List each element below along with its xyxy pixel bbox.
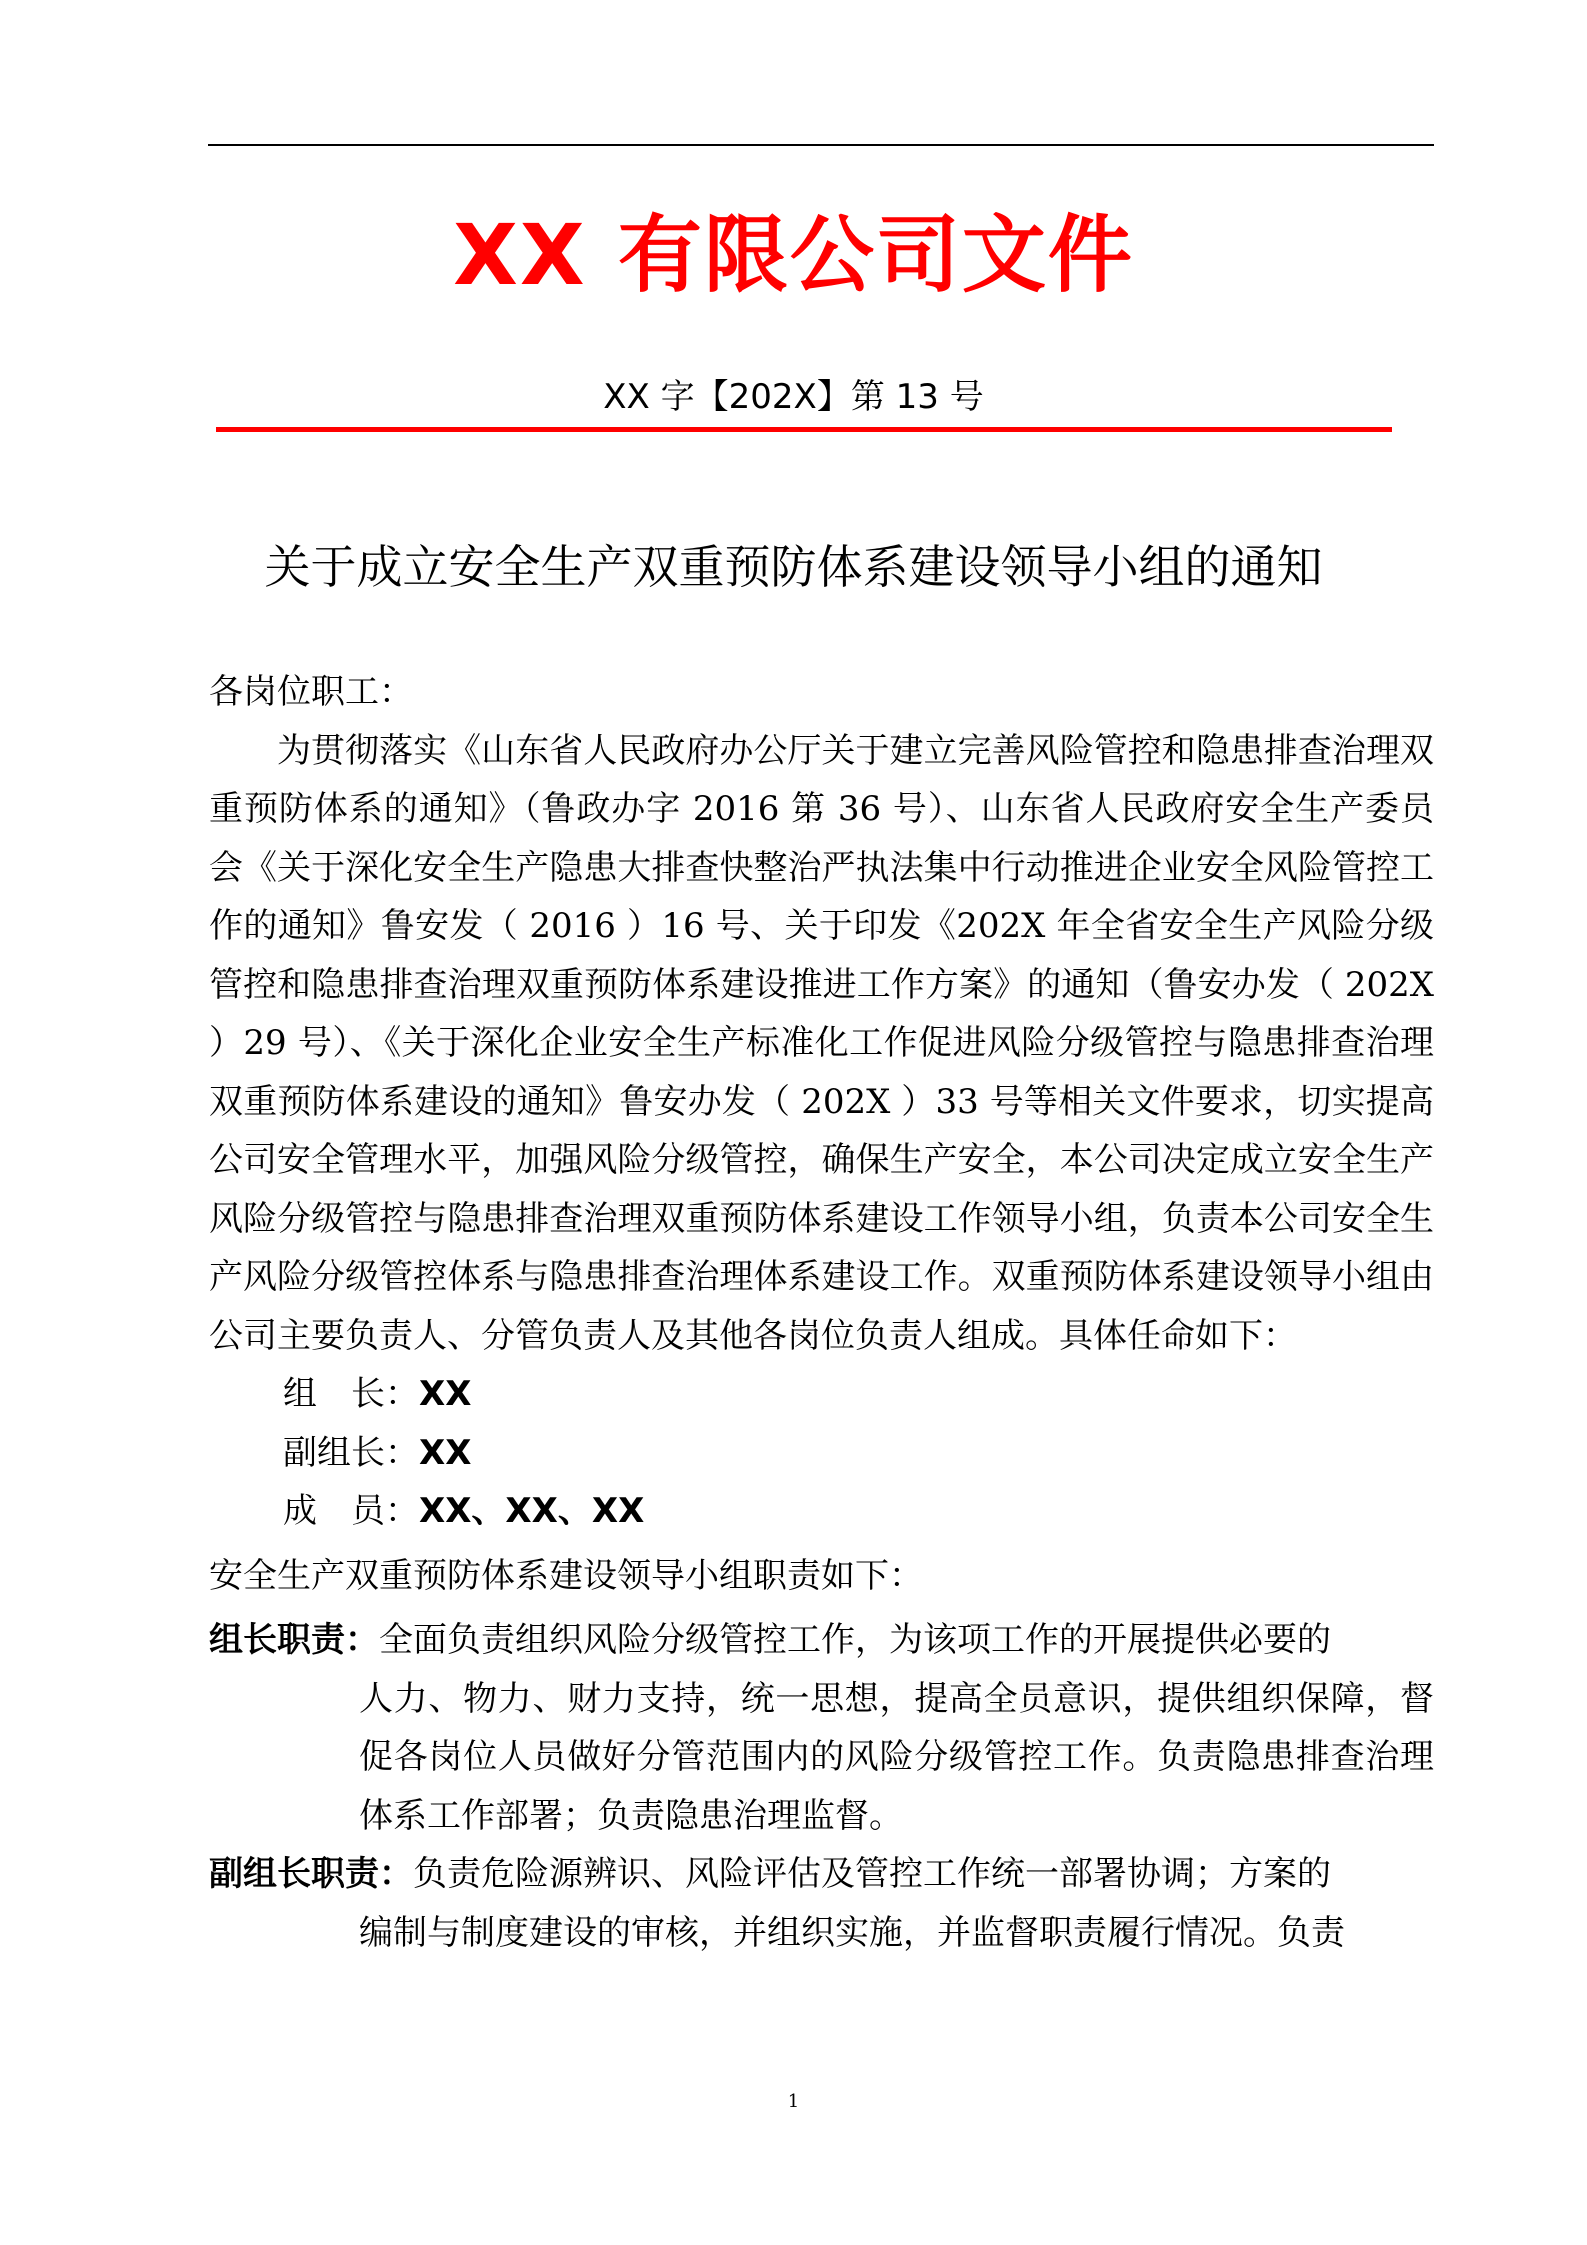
- duty-label: 组长职责：: [209, 1620, 379, 1660]
- appointment-list: [209, 1365, 1434, 1541]
- roster-role: 成 员：: [283, 1491, 419, 1531]
- main-paragraph: 为贯彻落实《山东省人民政府办公厅关于建立完善风险管控和隐患排查治理双重预防体系的通知》（鲁政办字 2016 第 36 号）、山东省人民政府安全生产委员会《关于深化安全生产隐患大排查快整治严执法集中行动推进企业安全风险管控工作的通知》鲁安发（ 2016 ）16 号、关于印发《202X 年全省安全生产风险分级管控和隐患排查治理双重预防体系建设推进工作方案》的通知（鲁安办发（ 202X ）29 号）、《关于深化企业安全生产标准化工作促进风险分级管控与隐患排查治理双重预防体系建设的通知》鲁安办发（ 202X ）33 号等相关文件要求，切实提高公司安全管理水平，加强风险分级管控，确保生产安全，本公司决定成立安全生产风险分级管控与隐患排查治理双重预防体系建设工作领导小组，负责本公司安全生产风险分级管控体系与隐患排查治理体系建设工作。双重预防体系建设领导小组由公司主要负责人、分管负责人及其他各岗位负责人组成。具体任命如下：: [209, 730, 1434, 1356]
- roster-name: XX: [419, 1374, 472, 1414]
- duty-text: 编制与制度建设的审核，并组织实施，并监督职责履行情况。负责: [359, 1912, 1345, 1953]
- salutation: 各岗位职工：: [209, 672, 413, 712]
- duty-text: 人力、物力、财力支持，统一思想，提高全员意识，提供组织保障，督促各岗位人员做好分管范围内的风险分级管控工作。负责隐患排查治理体系工作部署；负责隐患治理监督。: [359, 1678, 1434, 1836]
- duty-deputy: [209, 1845, 1434, 1962]
- roster-item-leader: [283, 1365, 1434, 1424]
- company-header-title: XX 有限公司文件: [453, 206, 1134, 304]
- document-number: XX 字【202X】第 13 号: [603, 377, 984, 417]
- roster-name: XX、XX、XX: [419, 1491, 645, 1531]
- notice-title: 关于成立安全生产双重预防体系建设领导小组的通知: [264, 540, 1323, 594]
- duties-intro: 安全生产双重预防体系建设领导小组职责如下：: [209, 1555, 923, 1596]
- top-rule: [208, 144, 1434, 146]
- red-header-rule: [216, 427, 1392, 432]
- roster-item-members: [283, 1482, 1434, 1541]
- roster-role: 组 长：: [283, 1374, 419, 1414]
- page-number: 1: [787, 2091, 800, 2112]
- roster-item-deputy: [283, 1424, 1434, 1483]
- roster-name: XX: [419, 1432, 472, 1473]
- duty-label: 副组长职责：: [209, 1854, 413, 1894]
- duty-first-line: 负责危险源辨识、风险评估及管控工作统一部署协调；方案的: [413, 1854, 1331, 1894]
- notice-body: [209, 663, 1434, 1962]
- duty-first-line: 全面负责组织风险分级管控工作，为该项工作的开展提供必要的: [379, 1620, 1331, 1660]
- duty-leader: [209, 1611, 1434, 1845]
- roster-role: 副组长：: [283, 1432, 419, 1473]
